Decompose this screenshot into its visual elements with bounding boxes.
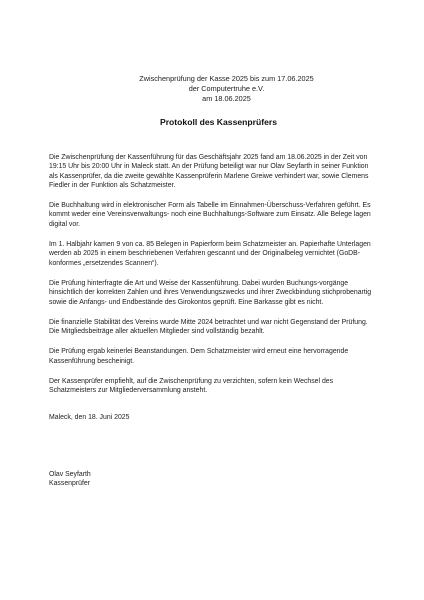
place-date: Maleck, den 18. Juni 2025	[49, 413, 130, 421]
document-body	[49, 153, 376, 396]
header-line-2: der Computertruhe e.V.	[188, 84, 265, 93]
paragraph-7: Der Kassenprüfer empfiehlt, auf die Zwischenprüfung zu verzichten, sofern kein Wechsel des Schatzmeisters zur Mitgliederversammlung ansteht.	[49, 378, 334, 395]
header-line-1: Zwischenprüfung der Kasse 2025 bis zum 17.06.2025	[139, 74, 314, 83]
paragraph-4: Die Prüfung hinterfragte die Art und Weise der Kassenführung. Dabei wurden Buchungs-vorgänge hinsichtlich der korrekten Zahlen und ihres Verwendungszwecks und ihrer Zweckbindung stichprobenartig sowie die Anfangs- und Endbestände des Girokontos geprüft. Eine Barkasse gibt es nicht.	[49, 279, 372, 306]
header-line-3: am 18.06.2025	[202, 94, 251, 103]
paragraph-6: Die Prüfung ergab keinerlei Beanstandungen. Dem Schatzmeister wird erneut eine hervorragende Kassenführung bescheinigt.	[49, 348, 349, 365]
paragraph-1: Die Zwischenprüfung der Kassenführung für das Geschäftsjahr 2025 fand am 18.06.2025 in der Zeit von 19:15 Uhr bis 20:00 Uhr in Maleck statt. An der Prüfung beteiligt war nur Olav Seyfarth in seiner Funktion als Kassenprüfer, da die zweite gewählte Kassenprüferin Marlene Greiwe verhindert war, sowie Clemens Fiedler in der Funktion als Schatzmeister.	[49, 154, 369, 189]
paragraph-2: Die Buchhaltung wird in elektronischer Form als Tabelle im Einnahmen-Überschuss-Verfahren geführt. Es kommt weder eine Vereinsverwaltungs- noch eine Buchhaltungs-Software zum Einsatz. Alle Belege lagen digital vor.	[49, 202, 371, 228]
signature-name: Olav Seyfarth	[49, 470, 91, 478]
paragraph-5: Die finanzielle Stabilität des Vereins wurde Mitte 2024 betrachtet und war nicht Gegenstand der Prüfung. Die Mitgliedsbeiträge aller aktuellen Mitglieder sind vollständig bezahlt.	[49, 318, 368, 336]
document-header	[77, 74, 376, 104]
signature-role: Kassenprüfer	[49, 480, 90, 488]
document-title: Protokoll des Kassenprüfers	[159, 117, 277, 127]
signature-block	[49, 470, 376, 489]
paragraph-3: Im 1. Halbjahr kamen 9 von ca. 85 Belegen in Papierform beim Schatzmeister an. Papierhafte Unterlagen werden ab 2025 in einem beschriebenen Verfahren gescannt und der Originalbeleg vernichtet (GoDB-konformes „ersetzendes Scannen“).	[49, 241, 371, 267]
